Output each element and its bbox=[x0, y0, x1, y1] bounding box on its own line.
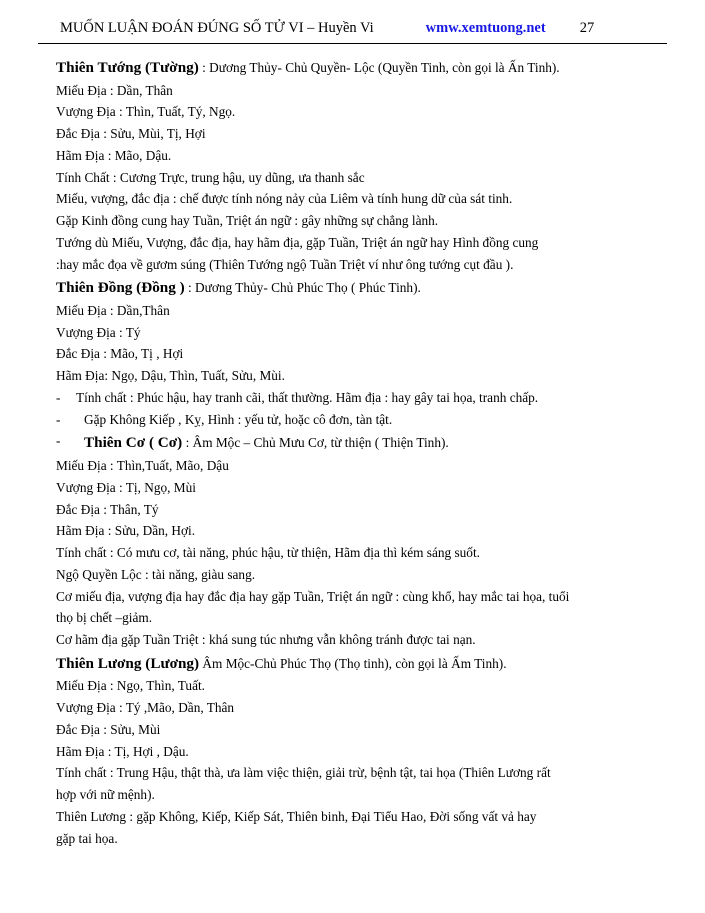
text-line: Miếu, vượng, đắc địa : chế được tính nóng nảy của Liêm và tính hung dữ của sát tinh. bbox=[56, 191, 513, 207]
heading-subtext: : Âm Mộc – Chủ Mưu Cơ, từ thiện ( Thiện Tinh). bbox=[182, 435, 449, 451]
list-item bbox=[56, 410, 655, 431]
text-line: Tính chất : Có mưu cơ, tài năng, phúc hậu, từ thiện, Hãm địa thì kém sáng suốt. bbox=[56, 545, 480, 561]
list-item-text: Gặp Không Kiếp , Kỵ, Hình : yếu tử, hoặc cô đơn, tàn tật. bbox=[84, 411, 393, 427]
text-line: Đắc Địa : Thân, Tý bbox=[56, 501, 159, 517]
dash-marker: - bbox=[56, 433, 61, 449]
text-line: Miếu Địa : Ngọ, Thìn, Tuất. bbox=[56, 678, 205, 694]
heading-subtext: Âm Mộc-Chủ Phúc Thọ (Thọ tinh), còn gọi là Ấm Tinh). bbox=[199, 655, 507, 671]
text-line: Hãm Địa : Mão, Dậu. bbox=[56, 147, 172, 163]
heading-subtext: : Dương Thủy- Chủ Quyền- Lộc (Quyền Tinh, còn gọi là Ấn Tinh). bbox=[198, 60, 560, 75]
text-line: Vượng Địa : Tị, Ngọ, Mùi bbox=[56, 479, 196, 495]
heading-text: Thiên Cơ ( Cơ) bbox=[84, 434, 183, 452]
text-line: Đắc Địa : Sửu, Mùi, Tị, Hợi bbox=[56, 126, 206, 142]
heading-text: Thiên Lương (Lương) bbox=[56, 654, 200, 672]
text-line: Vượng Địa : Thìn, Tuất, Tý, Ngọ. bbox=[56, 104, 236, 120]
heading-subtext: : Dương Thủy- Chủ Phúc Thọ ( Phúc Tinh). bbox=[184, 280, 421, 296]
heading-block bbox=[76, 431, 655, 455]
page-number: 27 bbox=[579, 20, 595, 36]
text-line: Tính chất : Trung Hậu, thật thà, ưa làm việc thiện, giải trừ, bệnh tật, tai họa (Thiên Lương rất bbox=[56, 765, 551, 781]
section-heading-thien-luong bbox=[56, 652, 655, 676]
text-line: Ngộ Quyền Lộc : tài năng, giàu sang. bbox=[56, 566, 256, 582]
section-heading-thien-dong bbox=[56, 276, 655, 300]
section-heading-thien-tuong bbox=[56, 56, 655, 80]
text-line: Miếu Địa : Thìn,Tuất, Mão, Dậu bbox=[56, 458, 229, 474]
document-body bbox=[38, 56, 667, 849]
section-heading-thien-co bbox=[56, 431, 655, 455]
text-line: thọ bị chết –giảm. bbox=[56, 610, 153, 626]
list-item-text: Tính chất : Phúc hậu, hay tranh cãi, thất thường. Hãm địa : hay gây tai họa, tranh chấp. bbox=[76, 389, 539, 405]
text-line: Cơ hãm địa gặp Tuần Triệt : khá sung túc nhưng vẫn không tránh được tai nạn. bbox=[56, 632, 476, 647]
text-line: gặp tai họa. bbox=[56, 830, 118, 846]
text-line: Đắc Địa : Sửu, Mùi bbox=[56, 721, 161, 737]
list-item bbox=[56, 388, 655, 409]
text-line: Thiên Lương : gặp Không, Kiếp, Kiếp Sát, Thiên binh, Đại Tiểu Hao, Đời sống vất vả hay bbox=[56, 808, 537, 824]
text-line: Tính Chất : Cương Trực, trung hậu, uy dũng, ưa thanh sắc bbox=[56, 169, 365, 185]
heading-text: Thiên Đồng (Đồng ) bbox=[56, 279, 185, 297]
text-line: Vượng Địa : Tý ,Mão, Dần, Thân bbox=[56, 700, 235, 716]
text-line: Gặp Kinh đồng cung hay Tuần, Triệt án ngữ : gây những sự chẳng lành. bbox=[56, 213, 439, 229]
text-line: Miếu Địa : Dần, Thân bbox=[56, 82, 173, 98]
dash-marker: - bbox=[56, 389, 61, 405]
dash-marker: - bbox=[56, 411, 61, 427]
text-line: Hãm Địa: Ngọ, Dậu, Thìn, Tuất, Sửu, Mùi. bbox=[56, 368, 285, 384]
heading-text: Thiên Tướng (Tường) bbox=[56, 59, 199, 76]
text-line: Vượng Địa : Tý bbox=[56, 324, 141, 340]
page-header bbox=[38, 20, 667, 37]
text-line: Tướng dù Miếu, Vượng, đắc địa, hay hãm địa, gặp Tuần, Triệt án ngữ hay Hình đồng cung bbox=[56, 234, 539, 250]
text-line: Hãm Địa : Sửu, Dần, Hợi. bbox=[56, 523, 196, 539]
header-title: MUỐN LUẬN ĐOÁN ĐÚNG SỐ TỬ VI – Huyền Vi bbox=[60, 20, 374, 36]
header-divider bbox=[38, 43, 667, 44]
text-line: hợp với nữ mệnh). bbox=[56, 787, 155, 803]
text-line: Cơ miếu địa, vượng địa hay đắc địa hay gặp Tuần, Triệt án ngữ : cùng khổ, hay mắc tai họa, tuổi bbox=[56, 588, 570, 604]
text-line: Hãm Địa : Tị, Hợi , Dậu. bbox=[56, 743, 189, 759]
text-line: :hay mắc đọa về gươm súng (Thiên Tướng ngộ Tuần Triệt ví như ông tướng cụt đầu ). bbox=[56, 256, 514, 272]
text-line: Đắc Địa : Mão, Tị , Hợi bbox=[56, 346, 184, 362]
text-line: Miếu Địa : Dần,Thân bbox=[56, 303, 170, 319]
header-website-link[interactable]: wmw.xemtuong.net bbox=[425, 20, 546, 36]
